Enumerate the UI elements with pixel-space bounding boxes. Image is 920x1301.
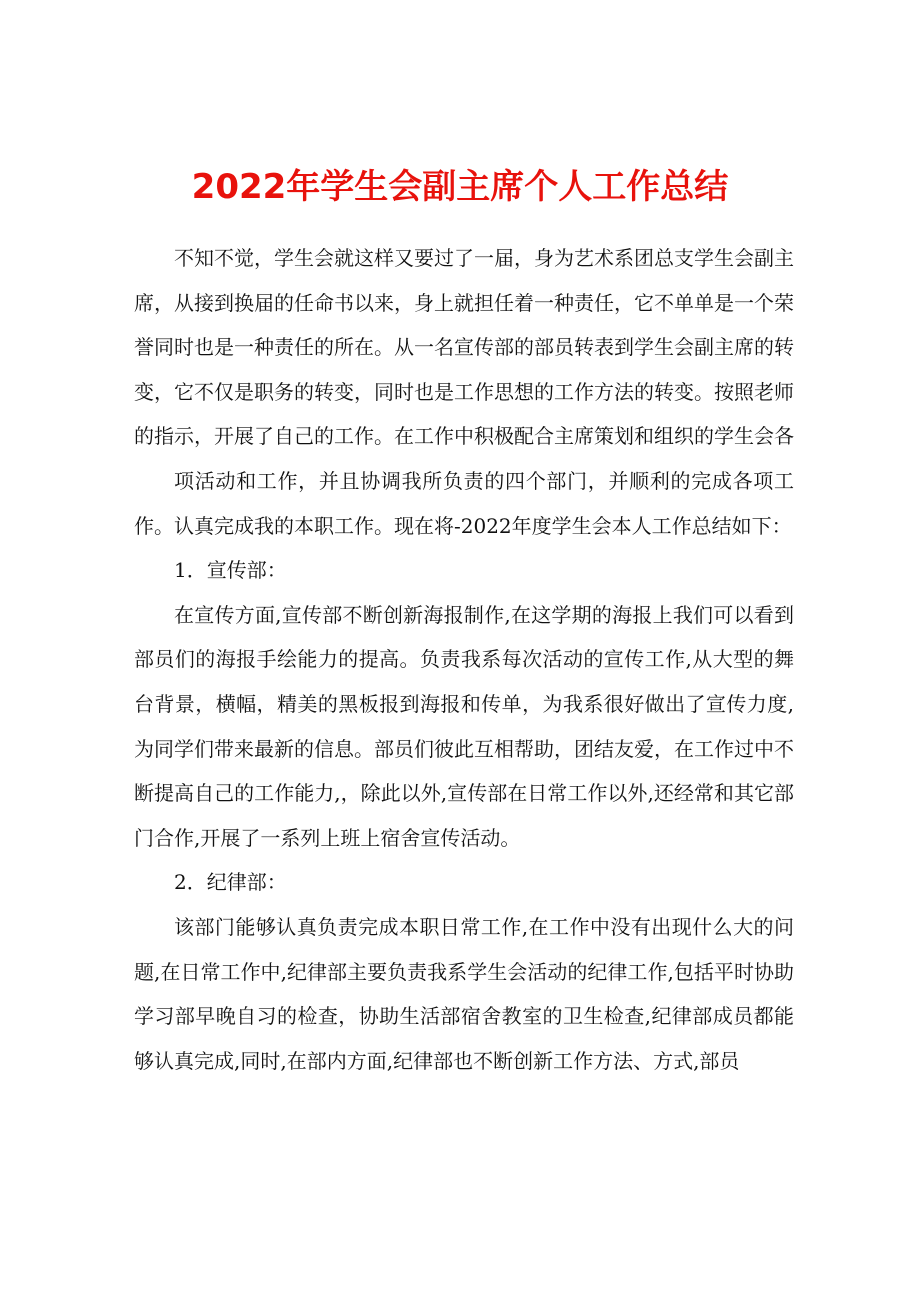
- document-title: 2022年学生会副主席个人工作总结: [191, 166, 729, 207]
- paragraph-intro-continued: 项活动和工作，并且协调我所负责的四个部门，并顺利的完成各项工作。认真完成我的本职工作。现在将-2022年度学生会本人工作总结如下：: [134, 468, 794, 538]
- section-heading-discipline: 2．纪律部：: [174, 870, 287, 895]
- document-body: [134, 236, 794, 1083]
- paragraph-publicity: 在宣传方面,宣传部不断创新海报制作,在这学期的海报上我们可以看到部员们的海报手绘能力的提高。负责我系每次活动的宣传工作,从大型的舞台背景，横幅，精美的黑板报到海报和传单，为我系很好做出了宣传力度,为同学们带来最新的信息。部员们彼此互相帮助，团结友爱，在工作过中不断提高自己的工作能力,，除此以外,宣传部在日常工作以外,还经常和其它部门合作,开展了一系列上班上宿舍宣传活动。: [134, 602, 794, 850]
- section-heading-publicity: 1．宣传部：: [174, 558, 287, 583]
- paragraph-discipline: 该部门能够认真负责完成本职日常工作,在工作中没有出现什么大的问题,在日常工作中,纪律部主要负责我系学生会活动的纪律工作,包括平时协助学习部早晚自习的检查，协助生活部宿舍教室的卫生检查,纪律部成员都能够认真完成,同时,在部内方面,纪律部也不断创新工作方法、方式,部员: [134, 914, 794, 1073]
- paragraph-intro: 不知不觉，学生会就这样又要过了一届，身为艺术系团总支学生会副主席，从接到换届的任命书以来，身上就担任着一种责任，它不单单是一个荣誉同时也是一种责任的所在。从一名宣传部的部员转表到学生会副主席的转变，它不仅是职务的转变，同时也是工作思想的工作方法的转变。按照老师的指示，开展了自己的工作。在工作中积极配合主席策划和组织的学生会各: [134, 246, 794, 449]
